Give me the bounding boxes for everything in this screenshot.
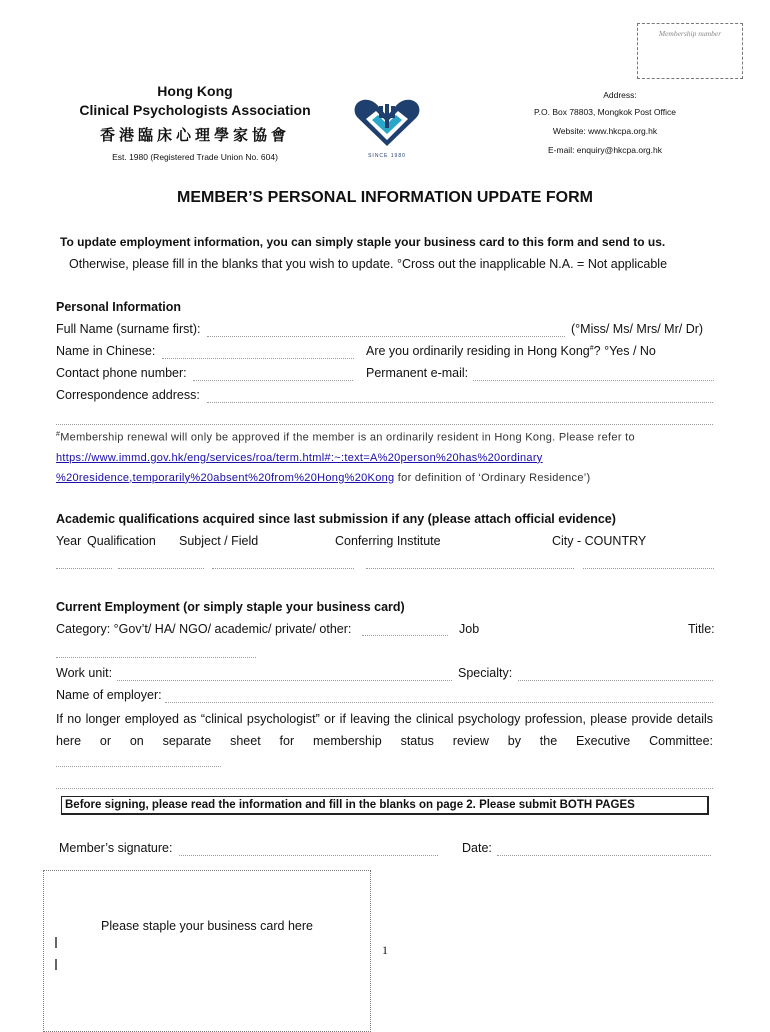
leaving-details-field-2[interactable] bbox=[56, 788, 713, 789]
employment-heading: Current Employment (or simply staple your business card) bbox=[56, 600, 405, 614]
immd-link-line2[interactable]: %20residence,temporarily%20absent%20from%20Hong%20Kong bbox=[56, 471, 395, 484]
residing-label: Are you ordinarily residing in Hong Kong bbox=[366, 344, 590, 358]
org-header bbox=[50, 83, 340, 162]
correspondence-address-field-2[interactable] bbox=[56, 424, 713, 425]
signature-label: Member’s signature: bbox=[59, 841, 173, 855]
employer-label: Name of employer: bbox=[56, 688, 162, 702]
heart-logo-icon bbox=[352, 98, 422, 148]
membership-number-label: Membership number bbox=[658, 29, 722, 38]
business-card-box[interactable] bbox=[43, 870, 371, 1032]
subject-field[interactable] bbox=[212, 568, 354, 569]
signature-field[interactable] bbox=[179, 855, 438, 856]
note-mark: # bbox=[56, 431, 61, 438]
org-name-line1: Hong Kong bbox=[157, 83, 233, 99]
business-card-label: Please staple your business card here bbox=[101, 919, 313, 933]
note-suffix: for definition of ‘Ordinary Residence’) bbox=[394, 471, 591, 484]
col-qualification: Qualification bbox=[87, 534, 156, 548]
staple-mark-2 bbox=[55, 959, 57, 970]
form-title: MEMBER’S PERSONAL INFORMATION UPDATE FORM bbox=[177, 189, 593, 206]
col-institute: Conferring Institute bbox=[335, 534, 441, 548]
job-title-field[interactable] bbox=[56, 657, 256, 658]
date-label: Date: bbox=[462, 841, 492, 855]
intro-line2: Otherwise, please fill in the blanks that you wish to update. °Cross out the inapplicable N.A. = Not applicable bbox=[69, 257, 668, 271]
immd-link-line1[interactable]: https://www.immd.gov.hk/eng/services/roa/term.html#:~:text=A%20person%20has%20ordinary bbox=[56, 451, 543, 464]
staple-mark-1 bbox=[55, 937, 57, 948]
personal-heading: Personal Information bbox=[56, 300, 182, 314]
correspondence-address-field[interactable] bbox=[207, 402, 713, 403]
notice-box bbox=[61, 796, 709, 815]
address-block bbox=[470, 90, 740, 155]
note-text: Membership renewal will only be approved if the member is an ordinarily resident in Hong Kong. Please refer to bbox=[60, 431, 635, 444]
institute-field[interactable] bbox=[366, 568, 574, 569]
intro-line1: To update employment information, you can simply staple your business card to this form and send to us. bbox=[60, 235, 666, 249]
permanent-email-field[interactable] bbox=[473, 380, 714, 381]
leaving-instructions: If no longer employed as “clinical psychologist” or if leaving the clinical psychology profession, please provide details here or on separate sheet for membership status review by the Executive Committee: bbox=[56, 712, 713, 748]
employer-field[interactable] bbox=[165, 702, 713, 703]
full-name-label: Full Name (surname first): bbox=[56, 322, 201, 336]
page-number: 1 bbox=[382, 943, 388, 957]
academic-heading: Academic qualifications acquired since last submission if any (please attach official evidence) bbox=[56, 512, 616, 526]
chinese-name-field[interactable] bbox=[162, 358, 354, 359]
address-label: Address: bbox=[603, 90, 637, 100]
qualification-field[interactable] bbox=[118, 568, 204, 569]
col-city: City - COUNTRY bbox=[552, 534, 647, 548]
work-unit-label: Work unit: bbox=[56, 666, 113, 680]
residing-question[interactable] bbox=[366, 344, 656, 358]
residing-mark: # bbox=[589, 344, 594, 352]
phone-label: Contact phone number: bbox=[56, 366, 187, 380]
title-label: Title: bbox=[688, 622, 715, 636]
category-options[interactable]: Category: °Gov’t/ HA/ NGO/ academic/ private/ other: bbox=[56, 622, 352, 636]
col-subject: Subject / Field bbox=[179, 534, 259, 548]
full-name-field[interactable] bbox=[207, 336, 565, 337]
org-established: Est. 1980 (Registered Trade Union No. 604) bbox=[112, 152, 278, 162]
residing-options[interactable]: ? °Yes / No bbox=[593, 344, 656, 358]
specialty-label: Specialty: bbox=[458, 666, 513, 680]
city-field[interactable] bbox=[583, 568, 714, 569]
date-field[interactable] bbox=[497, 855, 711, 856]
year-field[interactable] bbox=[56, 568, 112, 569]
correspondence-address-label: Correspondence address: bbox=[56, 388, 200, 402]
residency-note bbox=[56, 431, 726, 484]
title-options[interactable]: (°Miss/ Ms/ Mrs/ Mr/ Dr) bbox=[571, 322, 704, 336]
job-label: Job bbox=[459, 622, 480, 636]
membership-number-box[interactable] bbox=[637, 23, 743, 79]
notice-text: Before signing, please read the information and fill in the blanks on page 2. Please submit BOTH PAGES bbox=[65, 799, 635, 811]
address-line: P.O. Box 78803, Mongkok Post Office bbox=[534, 107, 676, 117]
email-address: E-mail: enquiry@hkcpa.org.hk bbox=[548, 145, 662, 155]
org-logo bbox=[352, 98, 422, 158]
org-name-chinese: 香港臨床心理學家協會 bbox=[99, 127, 290, 144]
phone-field[interactable] bbox=[193, 380, 353, 381]
category-other-field[interactable] bbox=[362, 635, 448, 636]
col-year: Year bbox=[56, 534, 82, 548]
leaving-details-field[interactable] bbox=[56, 766, 221, 767]
permanent-email-label: Permanent e-mail: bbox=[366, 366, 469, 380]
org-name-line2: Clinical Psychologists Association bbox=[79, 102, 311, 118]
logo-caption: SINCE 1980 bbox=[368, 153, 406, 159]
website: Website: www.hkcpa.org.hk bbox=[552, 126, 658, 136]
chinese-name-label: Name in Chinese: bbox=[56, 344, 156, 358]
specialty-field[interactable] bbox=[518, 680, 713, 681]
work-unit-field[interactable] bbox=[117, 680, 452, 681]
